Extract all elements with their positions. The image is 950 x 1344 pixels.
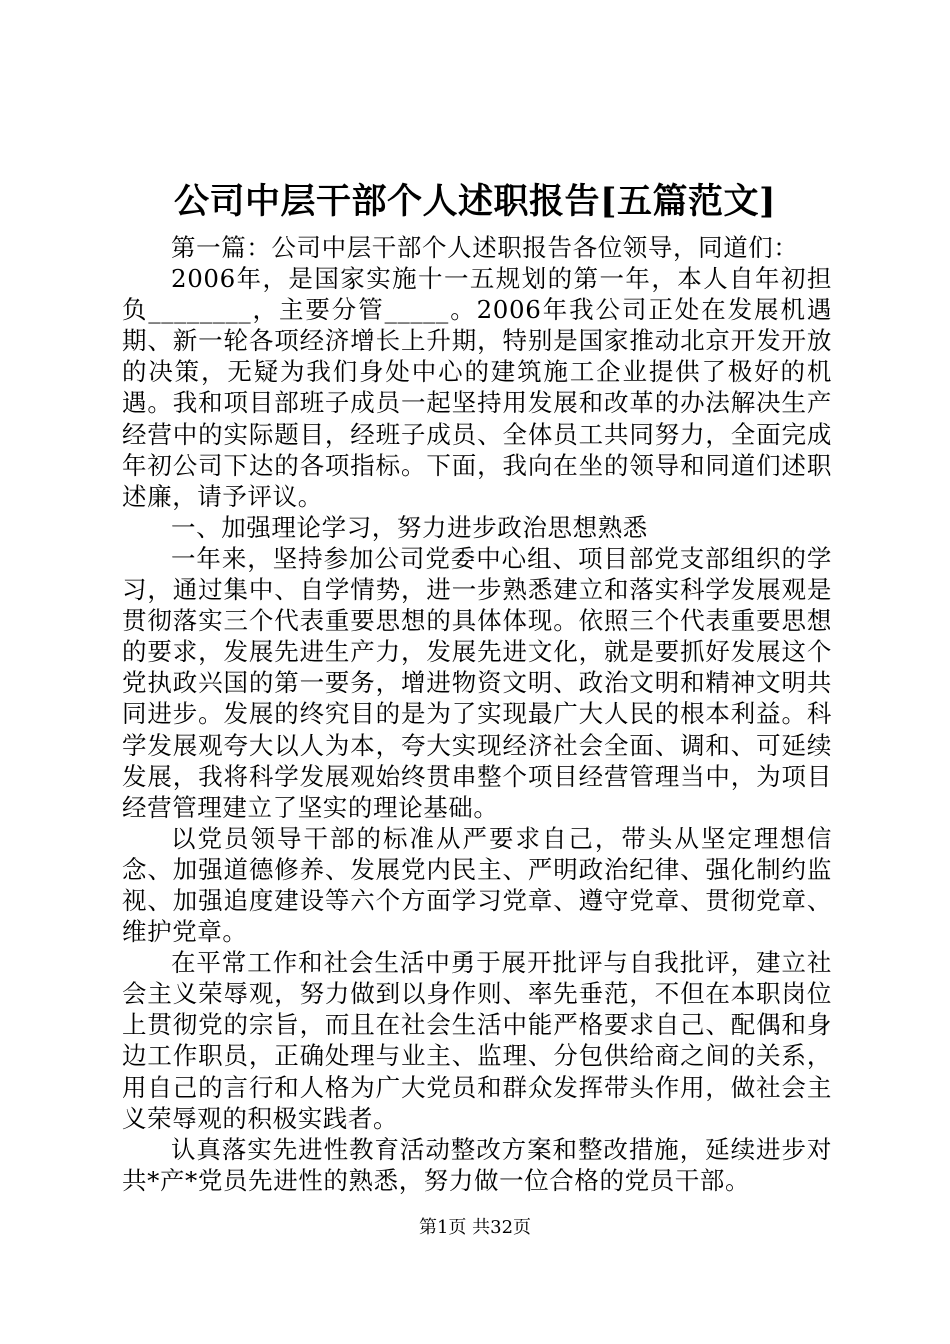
paragraph-criticism: 在平常工作和社会生活中勇于展开批评与自我批评，建立社会主义荣辱观，努力做到以身作则、率先垂范，不但在本职岗位上贯彻党的宗旨，而且在社会生活中能严格要求自己、配偶和身边工作职员，正确处理与业主、监理、分包供给商之间的关系，用自己的言行和人格为广大党员和群众发挥带头作用，做社会主义荣辱观的积极实践者。 [122, 948, 832, 1133]
document-title: 公司中层干部个人述职报告[五篇范文] [173, 181, 777, 222]
paragraph-study: 一年来，坚持参加公司党委中心组、项目部党支部组织的学习，通过集中、自学情势，进一步熟悉建立和落实科学发展观是贯彻落实三个代表重要思想的具体体现。依照三个代表重要思想的要求，发展先进生产力，发展先进文化，就是要抓好发展这个党执政兴国的第一要务，增进物资文明、政治文明和精神文明共同进步。发展的终究目的是为了实现最广大人民的根本利益。科学发展观夸大以人为本，夸大实现经济社会全面、调和、可延续发展，我将科学发展观始终贯串整个项目经营管理当中，为项目经营管理建立了坚实的理论基础。 [122, 543, 832, 822]
paragraph-standards: 以党员领导干部的标准从严要求自己，带头从坚定理想信念、加强道德修养、发展党内民主、严明政治纪律、强化制约监视、加强追度建设等六个方面学习党章、遵守党章、贯彻党章、维护党章。 [122, 823, 832, 947]
document-body [122, 232, 832, 1196]
paragraph-opening: 2006年，是国家实施十一五规划的第一年，本人自年初担负________，主要分管_____。2006年我公司正处在发展机遇期、新一轮各项经济增长上升期，特别是国家推动北京开发开放的决策，无疑为我们身处中心的建筑施工企业提供了极好的机遇。我和项目部班子成员一起坚持用发展和改革的办法解决生产经营中的实际题目，经班子成员、全体员工共同努力，全面完成年初公司下达的各项指标。下面，我向在坐的领导和同道们述职述廉，请予评议。 [122, 264, 832, 511]
section-heading: 一、加强理论学习，努力进步政治思想熟悉 [171, 512, 648, 542]
page-number: 第1页 共32页 [418, 1217, 532, 1238]
paragraph-rectification: 认真落实先进性教育活动整改方案和整改措施，延续进步对共*产*党员先进性的熟悉，努力做一位合格的党员干部。 [122, 1134, 832, 1195]
paragraph-intro: 第一篇：公司中层干部个人述职报告各位领导，同道们： [171, 233, 799, 262]
